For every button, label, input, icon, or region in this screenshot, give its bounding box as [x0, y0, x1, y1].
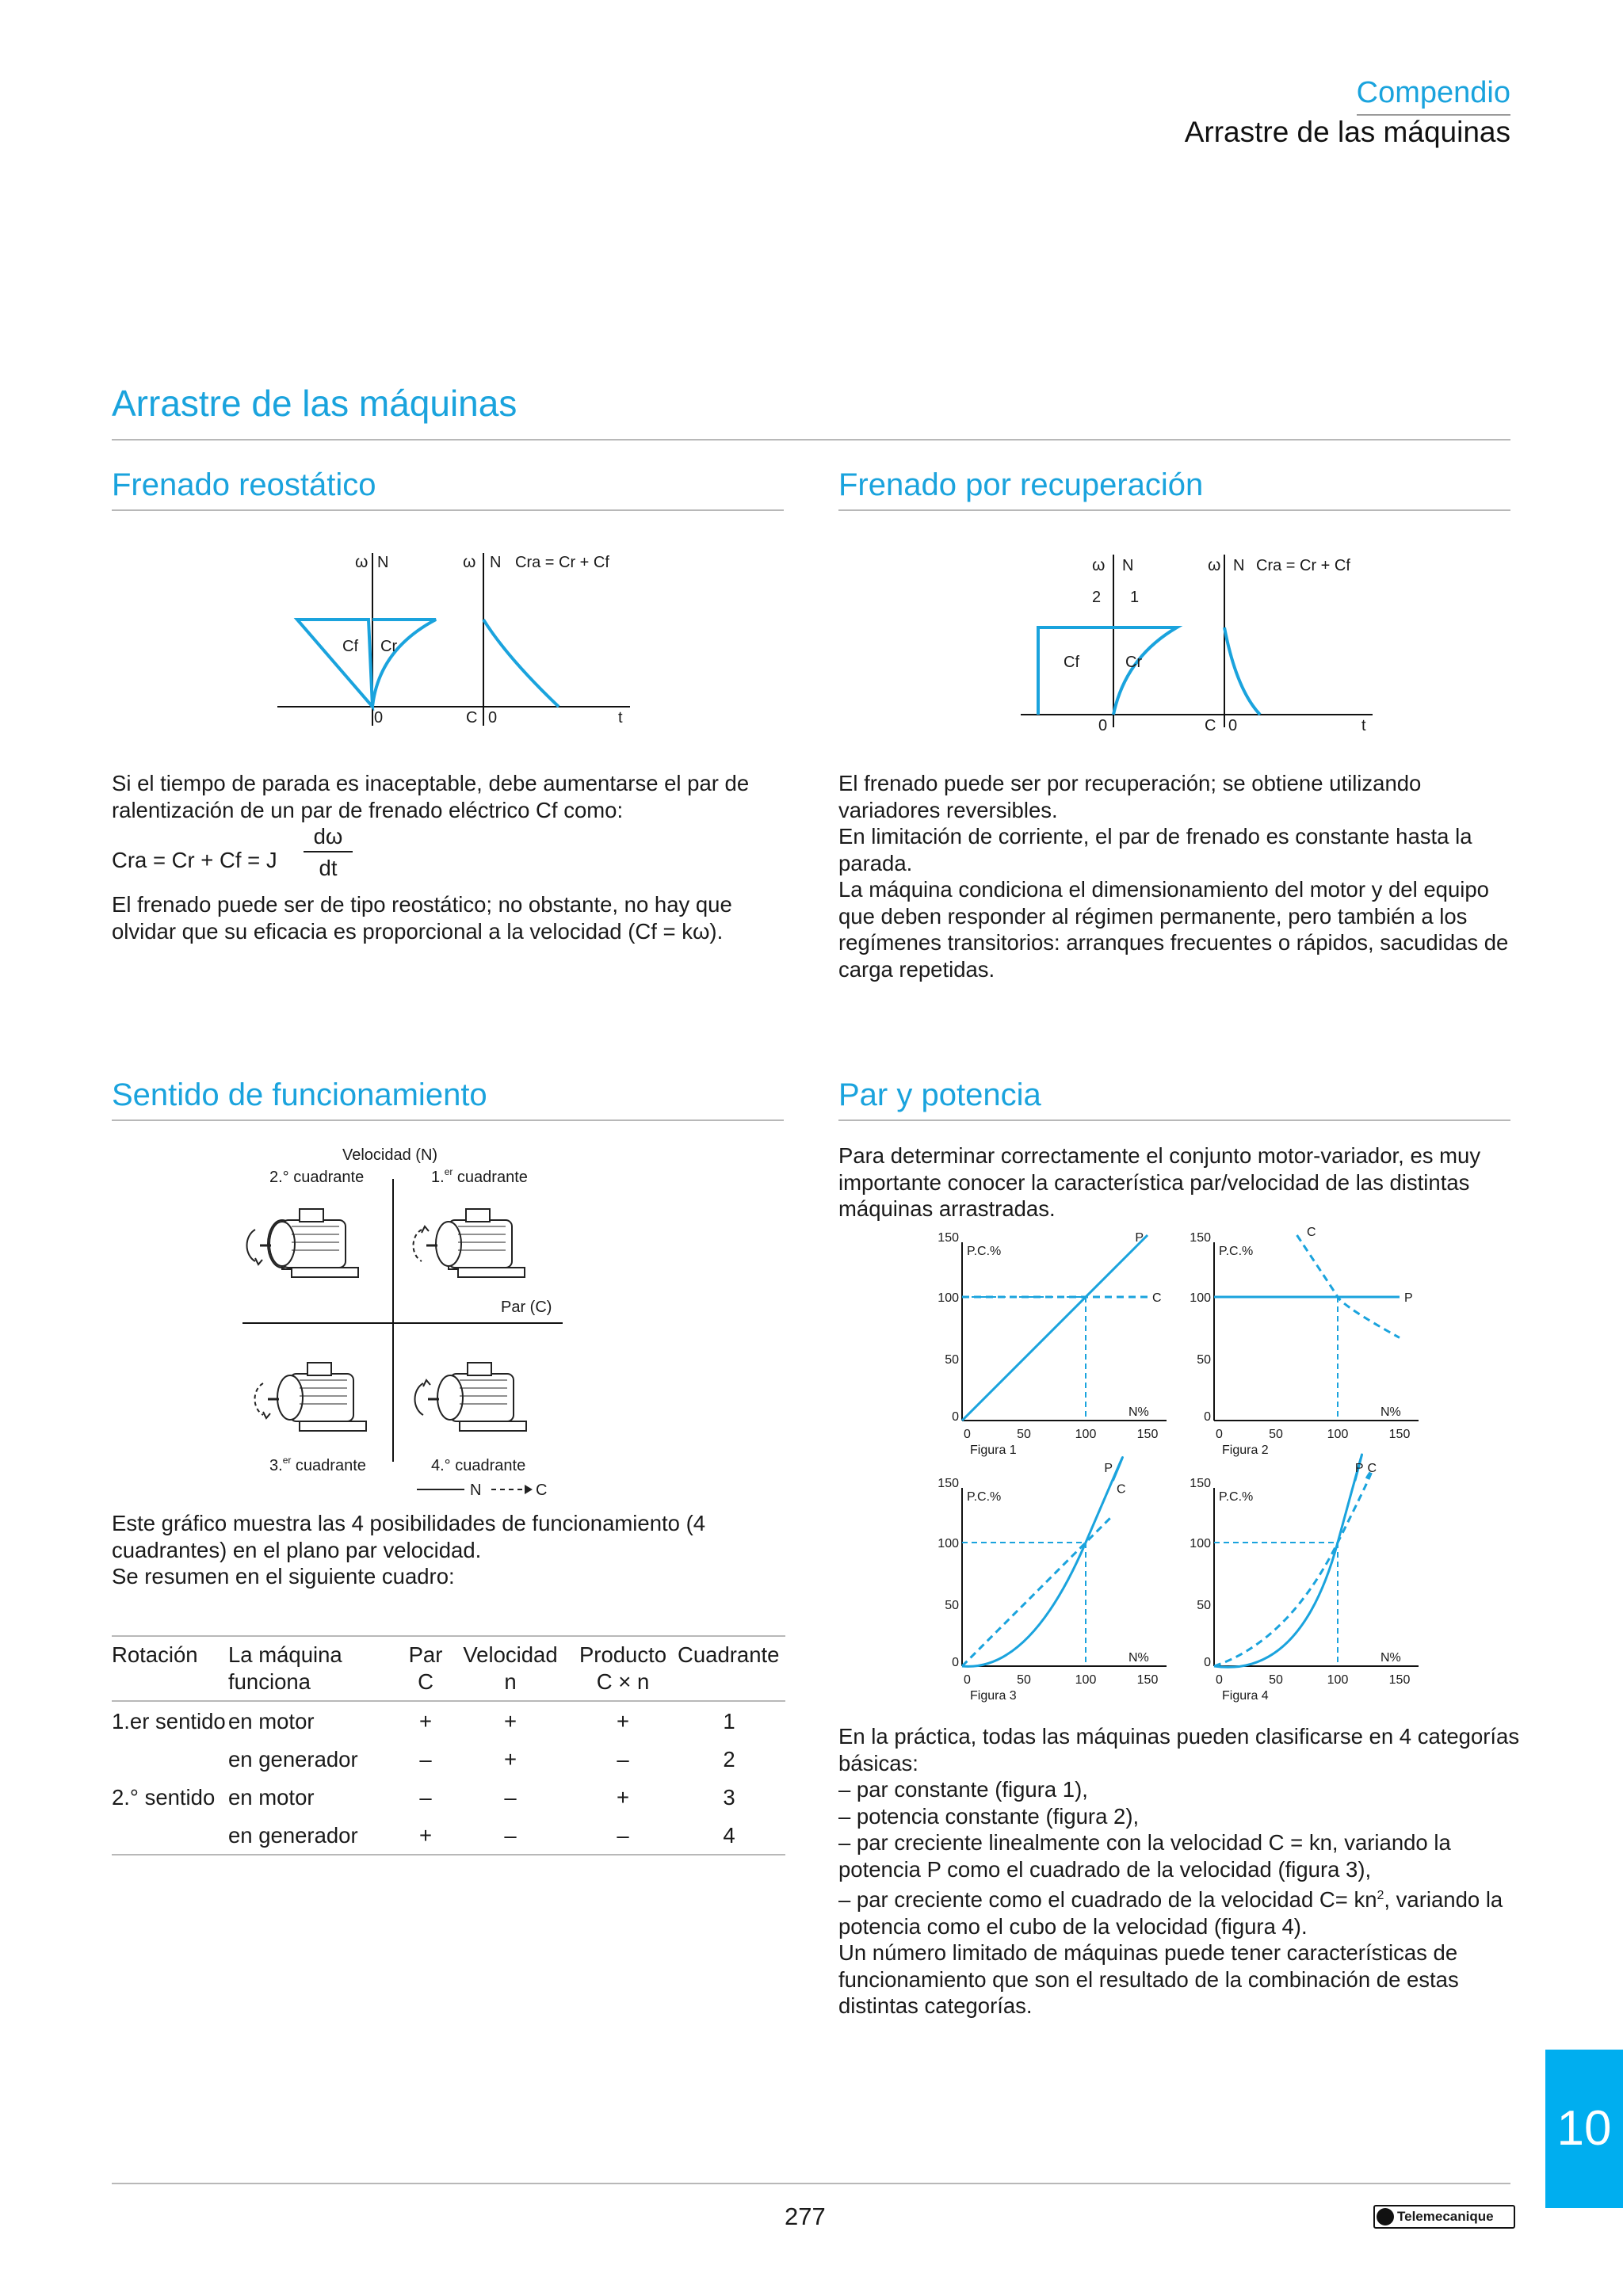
table-row — [112, 1740, 785, 1778]
paragraph: En la práctica, todas las máquinas pueden clasificarse en 4 categorías básicas: — [838, 1724, 1520, 1775]
section-divider — [838, 1119, 1510, 1121]
motor-icon-q3 — [254, 1363, 366, 1431]
table-cell: 2.° sentido — [112, 1785, 216, 1810]
series-p-line — [962, 1458, 1122, 1667]
paragraph: Este gráfico muestra las 4 posibilidades de funcionamiento (4 cuadrantes) en el plano par velocidad. — [112, 1511, 706, 1562]
tick-label: 50 — [945, 1353, 959, 1367]
omega-label: ω — [463, 553, 476, 571]
par-potencia-intro: Para determinar correctamente el conjunto motor-variador, es muy importante conocer la característica par/velocidad de las distintas máquinas arrastradas. — [838, 1143, 1481, 1221]
table-cell: 4 — [723, 1823, 735, 1848]
list-item: – potencia constante (figura 2), — [838, 1803, 1140, 1829]
cr-curve — [372, 620, 436, 707]
series-p-label: P — [1104, 1462, 1113, 1476]
tick-label: 50 — [1269, 1673, 1283, 1687]
frenado-reostatico-text — [112, 770, 785, 944]
equation-label: Cra = Cr + Cf — [515, 554, 609, 571]
figure-caption: Figura 2 — [1222, 1444, 1269, 1457]
velocidad-label: Velocidad (N) — [342, 1146, 438, 1164]
section-divider — [112, 1119, 784, 1121]
n-label: N — [377, 554, 389, 571]
header-section: Compendio — [1356, 76, 1510, 109]
tick-label: 0 — [1204, 1656, 1211, 1669]
header-velocidad: Velocidad n — [463, 1642, 558, 1694]
list-item: – par constante (figura 1), — [838, 1777, 1088, 1802]
cr-label: Cr — [1125, 654, 1143, 671]
paragraph: Se resumen en el siguiente cuadro: — [112, 1564, 455, 1589]
x-axis-label: N% — [1381, 1651, 1401, 1665]
figure-3-chart — [919, 1462, 1159, 1711]
table-bottom-rule — [112, 1854, 785, 1855]
footer-divider — [112, 2183, 1510, 2184]
brand-logo — [1373, 2205, 1515, 2229]
tick-label: 100 — [938, 1537, 959, 1550]
y-axis-label: P.C.% — [1219, 1245, 1254, 1258]
table-cell: + — [616, 1709, 630, 1733]
tick-label: 0 — [1204, 1410, 1211, 1424]
tick-label: 150 — [1388, 1673, 1411, 1687]
brand-name: Telemecanique — [1397, 2209, 1494, 2224]
cf-constant-line — [1038, 627, 1113, 715]
zero-label: 0 — [488, 709, 498, 727]
paragraph: El frenado puede ser por recuperación; se obtiene utilizando variadores reversibles. — [838, 771, 1422, 822]
table-cell: – — [617, 1747, 629, 1772]
header-cuadrante: Cuadrante — [678, 1642, 780, 1667]
motor-icon-q1 — [413, 1209, 525, 1277]
table-cell: – — [419, 1785, 432, 1810]
section-heading-frenado-reostatico: Frenado reostático — [112, 467, 376, 502]
figure-caption: Figura 3 — [970, 1689, 1017, 1703]
list-item: – par creciente linealmente con la velocidad C = kn, variando la potencia P como el cuadrado de la velocidad (figura 3), — [838, 1830, 1451, 1882]
tick-label: 100 — [1327, 1428, 1349, 1441]
table-cell: – — [504, 1823, 517, 1848]
table-cell: en generador — [228, 1823, 358, 1848]
title-divider — [112, 439, 1510, 441]
table-row — [112, 1702, 785, 1740]
cr-curve — [1113, 627, 1177, 715]
page-title: Arrastre de las máquinas — [112, 383, 517, 424]
quadrant-table — [112, 1635, 785, 1855]
series-c-label: C — [1307, 1225, 1316, 1239]
figure-caption: Figura 1 — [970, 1444, 1017, 1457]
t-label: t — [618, 709, 623, 727]
n-label: N — [490, 554, 502, 571]
tick-label: 100 — [938, 1291, 959, 1305]
motor-icon-q2 — [246, 1209, 358, 1277]
motor-icon-q4 — [414, 1363, 526, 1431]
frenado-reostatico-diagram — [269, 547, 642, 737]
header-rotacion: Rotación — [112, 1642, 198, 1667]
table-cell: en motor — [228, 1785, 315, 1810]
omega-label: ω — [1092, 556, 1106, 574]
series-p-label: P — [1404, 1291, 1413, 1305]
section-divider — [112, 509, 784, 511]
table-cell: + — [418, 1823, 433, 1848]
y-axis-label: P.C.% — [967, 1245, 1002, 1258]
tick-label: 0 — [952, 1410, 959, 1424]
table-cell: en generador — [228, 1747, 358, 1772]
c-label: C — [1205, 717, 1216, 734]
header-par: Par C — [408, 1642, 443, 1694]
list-item: – par creciente como el cuadrado de la velocidad $C= kn^2$, variando la potencia como el cubo de la velocidad (figura 4). — [838, 1887, 1503, 1939]
speed-decay-curve — [1224, 627, 1260, 715]
n-label: N — [1233, 557, 1245, 574]
formula-lhs: Cra = Cr + Cf = J — [112, 848, 277, 872]
paragraph: Un número limitado de máquinas puede tener características de funcionamiento que son el resultado de la combinación de estas distintas categorías. — [838, 1940, 1459, 2019]
frenado-recuperacion-text — [838, 770, 1520, 982]
header-maquina: La máquina funciona — [228, 1642, 342, 1694]
tick-label: 150 — [938, 1477, 959, 1490]
frenado-recuperacion-diagram — [1014, 547, 1387, 745]
tick-label: 150 — [1190, 1477, 1211, 1490]
cr-label: Cr — [380, 638, 398, 655]
table-cell: 1 — [723, 1709, 735, 1733]
tick-label: 50 — [1197, 1353, 1211, 1367]
header-producto: Producto C × n — [579, 1642, 667, 1694]
table-cell: + — [503, 1709, 517, 1733]
table-body — [112, 1702, 785, 1854]
section-heading-sentido: Sentido de funcionamiento — [112, 1077, 487, 1112]
zero-label: 0 — [374, 709, 384, 727]
series-p-line — [1214, 1455, 1362, 1667]
table-header-row — [112, 1637, 785, 1700]
tick-label: 100 — [1190, 1537, 1211, 1550]
x-axis-label: N% — [1128, 1651, 1149, 1665]
omega-label: ω — [1208, 556, 1221, 574]
series-c-line — [962, 1518, 1110, 1666]
table-cell: – — [419, 1747, 432, 1772]
tick-label: 50 — [945, 1599, 959, 1612]
header-title: Arrastre de las máquinas — [1184, 116, 1510, 148]
equation-label: Cra = Cr + Cf — [1256, 557, 1350, 574]
series-c-line — [1297, 1235, 1400, 1337]
tick-label: 100 — [1190, 1291, 1211, 1305]
figure-2-chart — [1171, 1225, 1413, 1466]
quadrant-1-label: 1.$^{er}$ cuadrante — [431, 1166, 528, 1186]
formula — [112, 823, 785, 887]
tick-label: 0 — [964, 1428, 971, 1441]
legend-arrow — [525, 1485, 533, 1494]
table-cell: 2 — [723, 1747, 735, 1772]
page-number: 277 — [785, 2203, 826, 2230]
tick-label: 150 — [1136, 1428, 1159, 1441]
sentido-text — [112, 1510, 785, 1590]
chapter-tab: 10 — [1545, 2050, 1623, 2208]
omega-label: ω — [355, 553, 369, 571]
tick-label: 0 — [952, 1656, 959, 1669]
tick-label: 50 — [1269, 1428, 1283, 1441]
tick-label: 50 — [1017, 1428, 1031, 1441]
quadrant-4-label: 4.° cuadrante — [431, 1457, 526, 1474]
series-c-label: C — [1152, 1291, 1162, 1305]
quadrant-diagram — [238, 1141, 602, 1505]
paragraph: En limitación de corriente, el par de frenado es constante hasta la parada. — [838, 824, 1472, 875]
series-p-line — [962, 1235, 1148, 1421]
tick-label: 0 — [964, 1673, 971, 1687]
paragraph: La máquina condiciona el dimensionamiento del motor y del equipo que deben responder al régimen permanente, pero también a los regímenes transitorios: arranques frecuentes o rápidos, sacudidas de carga repetidas. — [838, 877, 1509, 982]
y-axis-label: P.C.% — [1219, 1490, 1254, 1504]
formula-numerator: dω — [313, 824, 343, 849]
table-cell: + — [418, 1709, 433, 1733]
section-divider — [838, 509, 1510, 511]
figure-caption: Figura 4 — [1222, 1689, 1269, 1703]
tick-label: 100 — [1075, 1673, 1097, 1687]
paragraph: Si el tiempo de parada es inaceptable, debe aumentarse el par de ralentización de un par de frenado eléctrico Cf como: — [112, 771, 750, 822]
table-cell: – — [504, 1785, 517, 1810]
figure-4-chart — [1171, 1462, 1411, 1711]
x-axis-label: N% — [1381, 1405, 1401, 1419]
tick-label: 50 — [1197, 1599, 1211, 1612]
quadrant-2-label: 2.° cuadrante — [269, 1169, 365, 1186]
table-cell: + — [616, 1785, 630, 1810]
tick-label: 150 — [1190, 1231, 1211, 1245]
tick-label: 100 — [1075, 1428, 1097, 1441]
tick-label: 0 — [1216, 1428, 1223, 1441]
series-c-label: C — [1117, 1482, 1126, 1497]
x-axis-label: N% — [1128, 1405, 1149, 1419]
series-c-label: C — [1367, 1462, 1377, 1476]
quadrant-3-label: 3.$^{er}$ cuadrante — [269, 1455, 366, 1474]
c-label: C — [466, 709, 478, 727]
fraction-bar — [304, 851, 353, 852]
two-label: 2 — [1092, 589, 1102, 606]
cf-label: Cf — [1064, 654, 1079, 671]
par-label: Par (C) — [501, 1299, 552, 1316]
figures-grid — [919, 1225, 1442, 1711]
table-row — [112, 1778, 785, 1816]
table-cell: en motor — [228, 1709, 315, 1733]
legend-n: N — [470, 1482, 482, 1499]
n-label: N — [1122, 557, 1134, 574]
y-axis-label: P.C.% — [967, 1490, 1002, 1504]
formula-denominator: dt — [319, 856, 338, 880]
speed-decay-curve — [483, 620, 559, 707]
table-cell: 3 — [723, 1785, 735, 1810]
tick-label: 150 — [1388, 1428, 1411, 1441]
table-cell: + — [503, 1747, 517, 1772]
table-cell: 1.er sentido — [112, 1709, 226, 1733]
one-label: 1 — [1130, 589, 1140, 606]
table-cell: – — [617, 1823, 629, 1848]
zero-label: 0 — [1228, 717, 1238, 734]
tick-label: 0 — [1216, 1673, 1223, 1687]
legend-c: C — [536, 1482, 548, 1499]
tick-label: 50 — [1017, 1673, 1031, 1687]
section-heading-par-potencia: Par y potencia — [838, 1077, 1041, 1112]
figure-1-chart — [919, 1230, 1162, 1466]
series-p-label: P — [1135, 1230, 1144, 1245]
paragraph: El frenado puede ser de tipo reostático; no obstante, no hay que olvidar que su eficacia es proporcional a la velocidad (Cf = kω). — [112, 892, 732, 944]
table-row — [112, 1816, 785, 1854]
series-p-label: P — [1354, 1462, 1364, 1476]
tick-label: 150 — [938, 1231, 959, 1245]
cf-label: Cf — [342, 638, 358, 655]
brand-mark-icon — [1377, 2208, 1394, 2225]
par-potencia-text — [838, 1723, 1520, 2019]
t-label: t — [1361, 717, 1366, 734]
zero-label: 0 — [1098, 717, 1108, 734]
section-heading-frenado-recuperacion: Frenado por recuperación — [838, 467, 1204, 502]
braking-triangle — [297, 620, 372, 707]
tick-label: 100 — [1327, 1673, 1349, 1687]
tick-label: 150 — [1136, 1673, 1159, 1687]
